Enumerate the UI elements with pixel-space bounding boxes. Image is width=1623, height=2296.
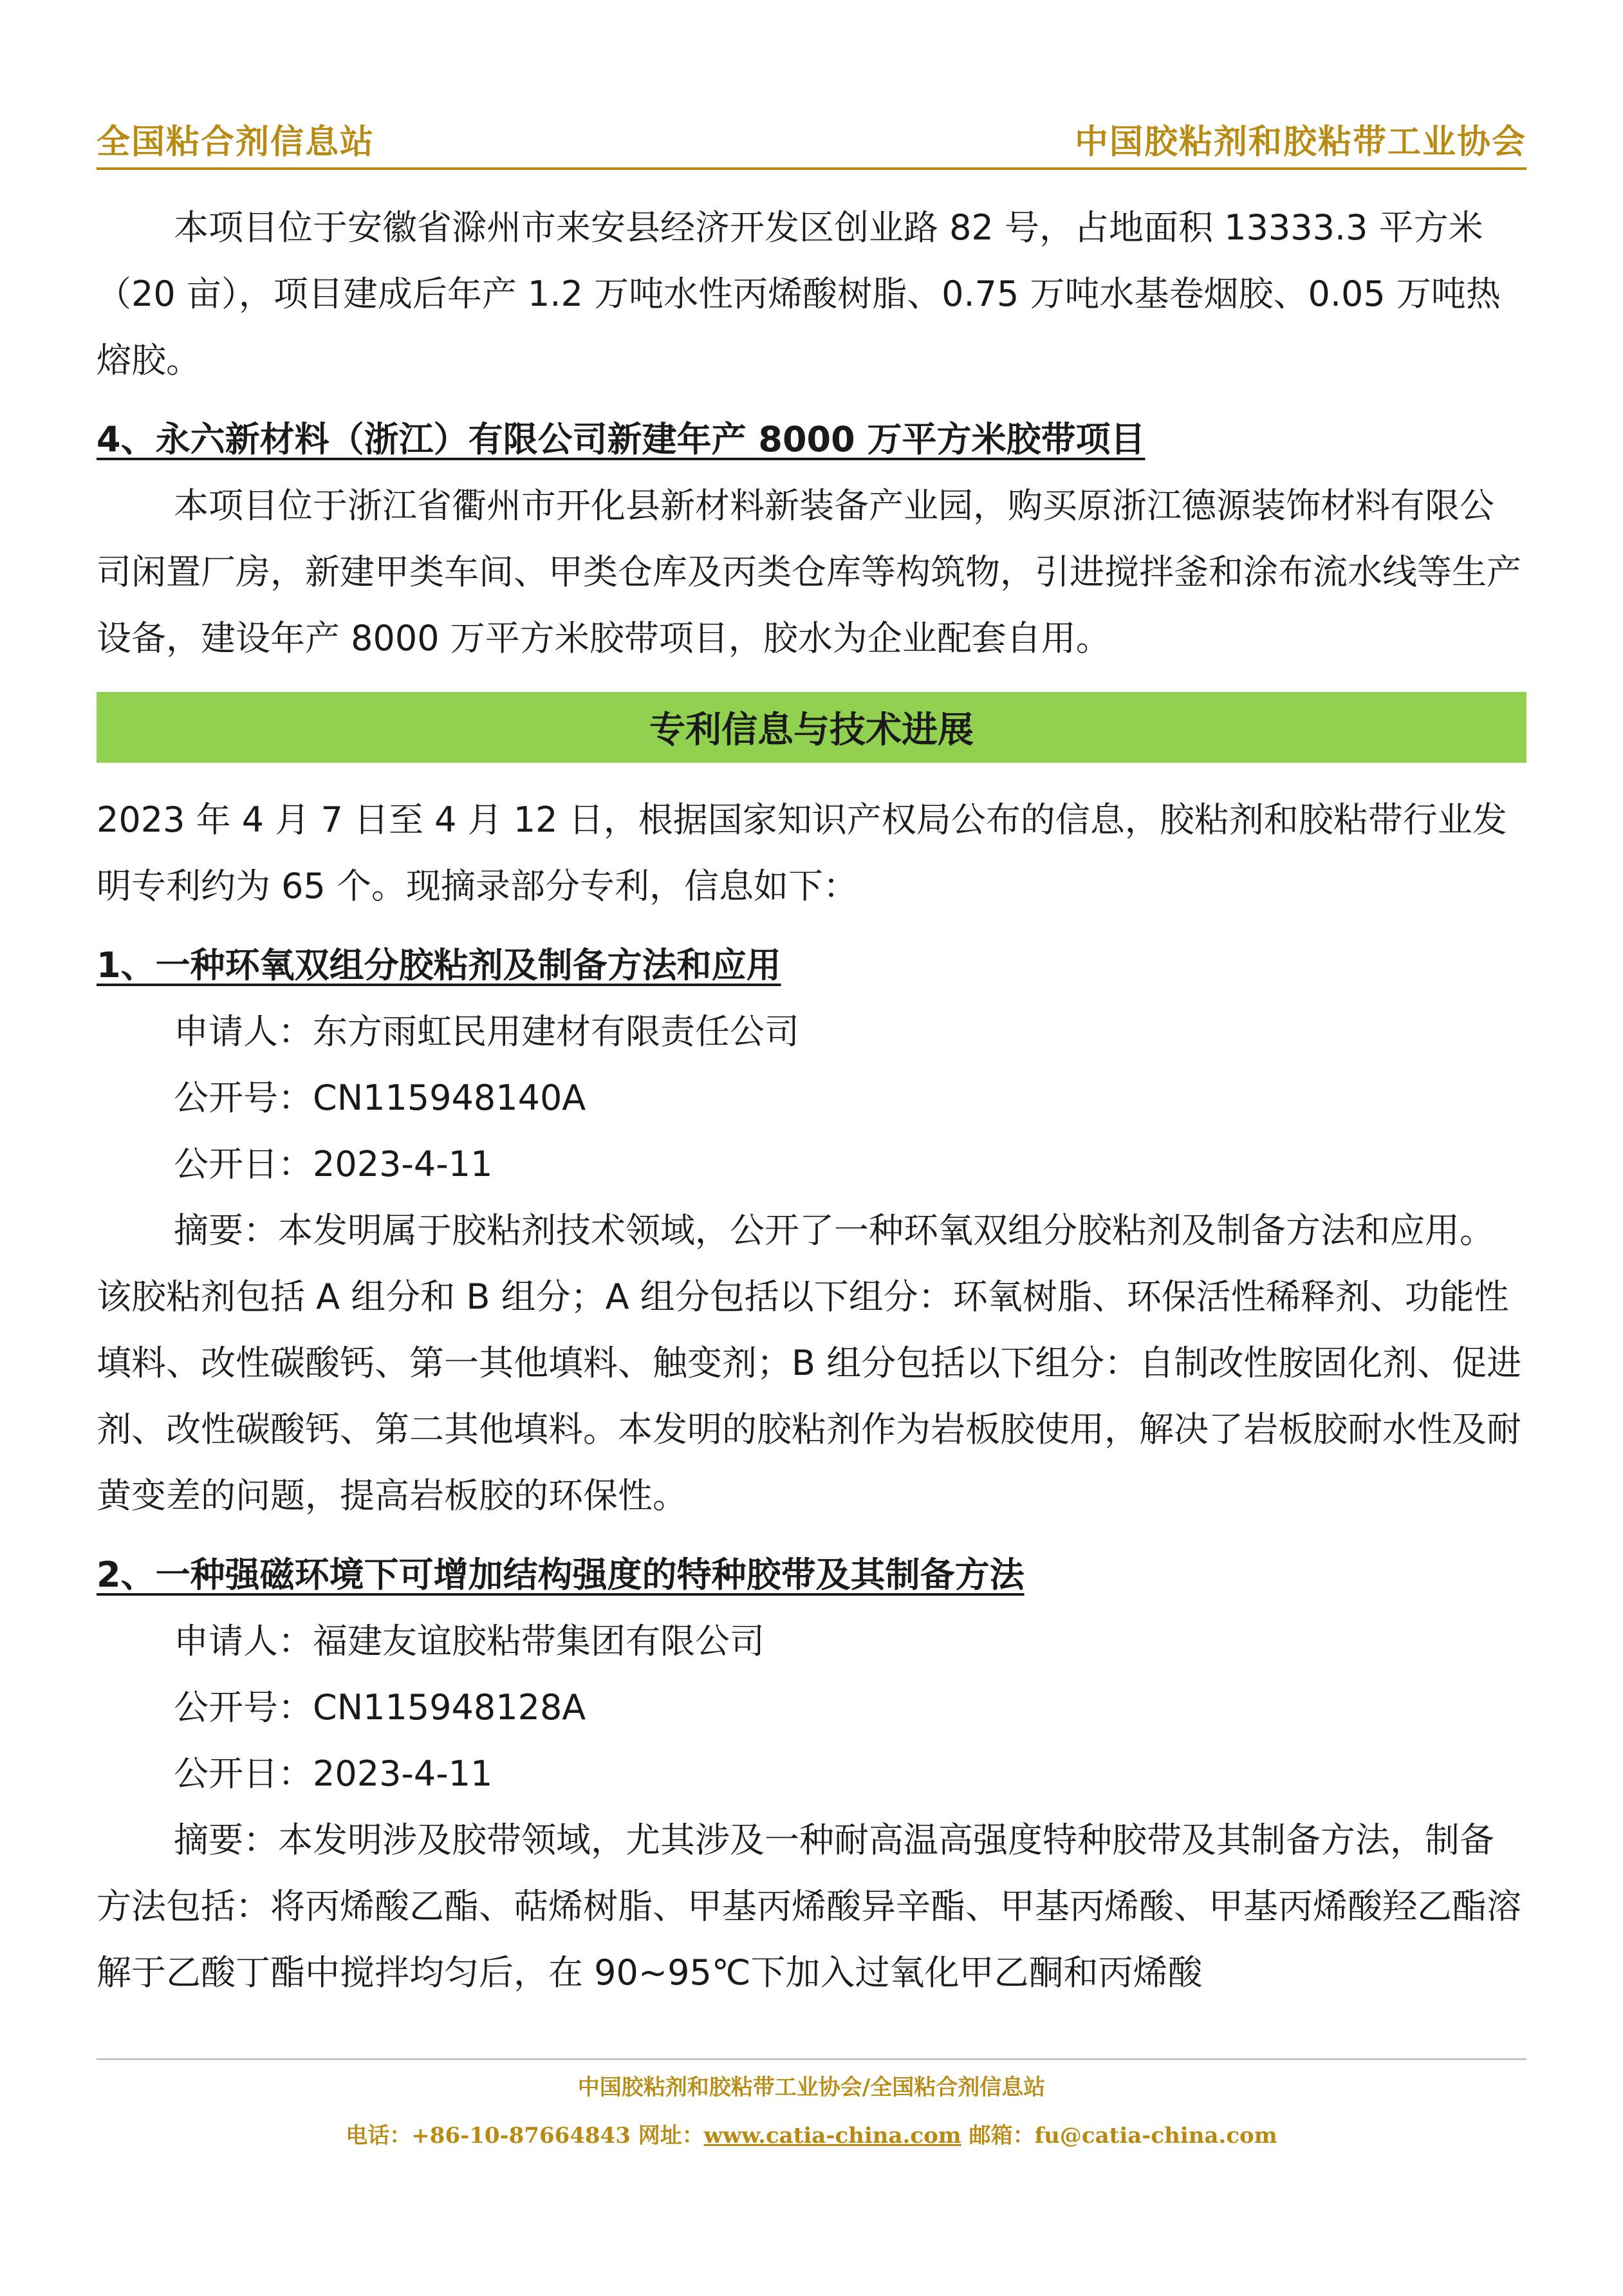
- patent-2-applicant: 申请人：福建友谊胶粘带集团有限公司: [174, 1621, 765, 1661]
- patent-2-title: 2、一种强磁环境下可增加结构强度的特种胶带及其制备方法: [97, 1554, 1025, 1595]
- page-header: [97, 115, 1526, 166]
- patent-1-pub-date: 公开日：2023-4-11: [174, 1144, 493, 1184]
- footer-phone: 电话：+86-10-87664843 网址：: [346, 2123, 704, 2149]
- patent-2-abstract: 摘要：本发明涉及胶带领域，尤其涉及一种耐高温高强度特种胶带及其制备方法，制备方法包括：将丙烯酸乙酯、萜烯树脂、甲基丙烯酸异辛酯、甲基丙烯酸、甲基丙烯酸羟乙酯溶解于乙酸丁酯中搅拌均匀后，在 90~95℃下加入过氧化甲乙酮和丙烯酸: [97, 1820, 1521, 1993]
- footer-website-link[interactable]: www.catia-china.com: [703, 2123, 961, 2149]
- intro-paragraph: 本项目位于安徽省滁州市来安县经济开发区创业路 82 号，占地面积 13333.3 平方米（20 亩），项目建成后年产 1.2 万吨水性丙烯酸树脂、0.75 万吨水基卷烟胶、0.05 万吨热熔胶。: [97, 207, 1501, 380]
- patent-1-title: 1、一种环氧双组分胶粘剂及制备方法和应用: [97, 945, 781, 985]
- patent-1-applicant: 申请人：东方雨虹民用建材有限责任公司: [174, 1011, 799, 1052]
- header-right-title: 中国胶粘剂和胶粘带工业协会: [1074, 123, 1526, 162]
- footer-divider: [97, 2058, 1526, 2060]
- section-title: 专利信息与技术进展: [649, 709, 974, 751]
- header-divider: [97, 167, 1526, 170]
- footer-email[interactable]: 邮箱：fu@catia-china.com: [961, 2123, 1277, 2149]
- patent-1-pub-no: 公开号：CN115948140A: [174, 1078, 586, 1118]
- section-banner: [97, 692, 1526, 763]
- header-left-title: 全国粘合剂信息站: [97, 123, 375, 162]
- section-intro: 2023 年 4 月 7 日至 4 月 12 日，根据国家知识产权局公布的信息，胶粘剂和胶粘带行业发明专利约为 65 个。现摘录部分专利，信息如下：: [97, 799, 1507, 906]
- footer-org-line: 中国胶粘剂和胶粘带工业协会/全国粘合剂信息站: [577, 2075, 1046, 2100]
- footer-contact-line: [0, 2118, 1623, 2149]
- patent-2-pub-no: 公开号：CN115948128A: [174, 1687, 586, 1728]
- patents-block: [97, 787, 1526, 2006]
- project4-heading: 4、永六新材料（浙江）有限公司新建年产 8000 万平方米胶带项目: [97, 419, 1145, 460]
- project4-body: 本项目位于浙江省衢州市开化县新材料新装备产业园，购买原浙江德源装饰材料有限公司闲置厂房，新建甲类车间、甲类仓库及丙类仓库等构筑物，引进搅拌釜和涂布流水线等生产设备，建设年产 8000 万平方米胶带项目，胶水为企业配套自用。: [97, 485, 1521, 658]
- patent-1-abstract: 摘要：本发明属于胶粘剂技术领域，公开了一种环氧双组分胶粘剂及制备方法和应用。该胶粘剂包括 A 组分和 B 组分；A 组分包括以下组分：环氧树脂、环保活性稀释剂、功能性填料、改性碳酸钙、第一其他填料、触变剂；B 组分包括以下组分：自制改性胺固化剂、促进剂、改性碳酸钙、第二其他填料。本发明的胶粘剂作为岩板胶使用，解决了岩板胶耐水性及耐黄变差的问题，提高岩板胶的环保性。: [97, 1210, 1522, 1516]
- top-text-block: [97, 194, 1526, 671]
- patent-2-pub-date: 公开日：2023-4-11: [174, 1753, 493, 1794]
